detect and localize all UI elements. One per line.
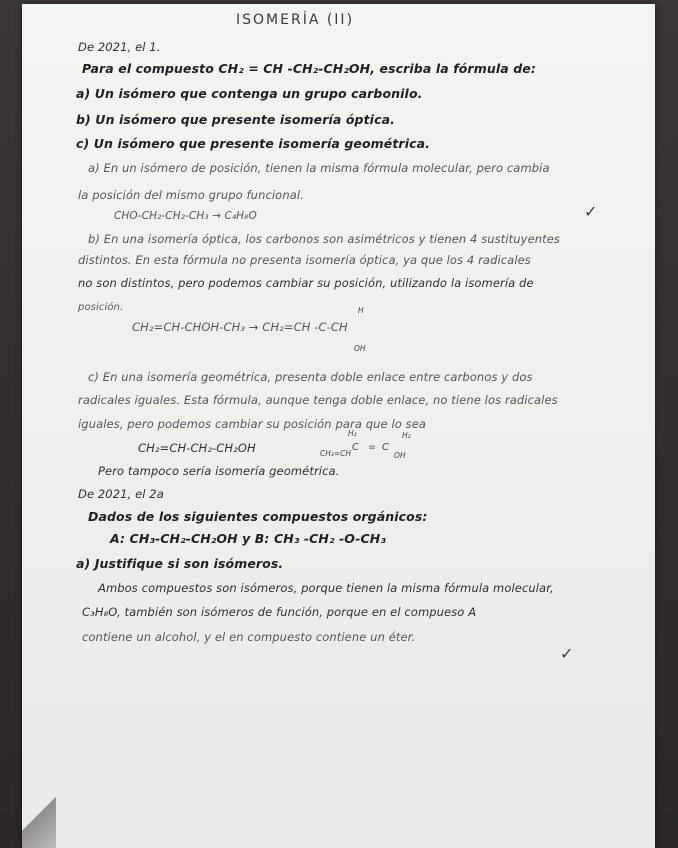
carbonyl-formula: CHO-CH₂-CH₂-CH₃ → C₄H₈O (114, 210, 257, 222)
answer-b-line: distintos. En esta fórmula no presenta isomería óptica, ya que los 4 radicales (78, 253, 531, 267)
geo-left: CH₃=CH (320, 449, 352, 458)
question-b: b) Un isómero que presente isomería óptica. (76, 112, 395, 127)
exercise-header: De 2021, el 2a (78, 487, 164, 501)
answer-a-line: la posición del mismo grupo funcional. (78, 188, 304, 202)
optical-formula: CH₂=CH-CHOH-CH₃ → CH₂=CH -C-CH (132, 320, 348, 334)
page-fold (22, 788, 56, 848)
answer-c-line: radicales iguales. Esta fórmula, aunque tenga doble enlace, no tiene los radicales (78, 393, 558, 407)
geo-c: C (352, 442, 359, 453)
answer-line: C₃H₈O, también son isómeros de función, porque en el compueso A (82, 605, 477, 619)
geo-right-top: H₂ (402, 431, 411, 440)
geo-right-sub: OH (394, 451, 406, 460)
geo-right: C (382, 442, 389, 453)
notebook-page (22, 4, 655, 848)
page-title: ISOMERÍA (II) (236, 12, 355, 28)
answer-c-line: c) En una isomería geométrica, presenta doble enlace entre carbonos y dos (88, 370, 533, 384)
answer-c-line: iguales, pero podemos cambiar su posición para que lo sea (78, 417, 427, 431)
check-mark: ✓ (584, 202, 598, 221)
answer-a-line: a) En un isómero de posición, tienen la misma fórmula molecular, pero cambia (88, 161, 550, 175)
answer-b-line: b) En una isomería óptica, los carbonos son asimétricos y tienen 4 sustituyentes (88, 232, 561, 246)
hydroxyl-mark: OH (354, 344, 366, 353)
answer-line: Ambos compuestos son isómeros, porque tienen la misma fórmula molecular, (98, 581, 554, 595)
check-mark: ✓ (560, 644, 574, 663)
exercise-header: De 2021, el 1. (78, 40, 161, 54)
answer-b-line: posición. (78, 302, 124, 313)
compounds-line: A: CH₃-CH₂-CH₂OH y B: CH₃ -CH₂ -O-CH₃ (110, 531, 386, 546)
geo-left-top: H₂ (348, 429, 357, 438)
answer-b-line: no son distintos, pero podemos cambiar su posición, utilizando la isomería de (78, 276, 534, 290)
question-a: a) Un isómero que contenga un grupo carbonilo. (76, 86, 423, 101)
answer-c-conclusion: Pero tampoco sería isomería geométrica. (98, 464, 340, 478)
statement-line: Dados de los siguientes compuestos orgánicos: (88, 509, 428, 524)
statement-line: Para el compuesto CH₂ = CH -CH₂-CH₂OH, escriba la fórmula de: (82, 61, 536, 76)
hydrogen-mark: H (358, 306, 364, 315)
geometric-formula: CH₂=CH-CH₂-CH₂OH (138, 441, 256, 455)
answer-line: contiene un alcohol, y el en compuesto contiene un éter. (82, 630, 416, 644)
geo-eq: = (368, 442, 376, 453)
question-c: c) Un isómero que presente isomería geométrica. (76, 136, 430, 151)
question-a: a) Justifique si son isómeros. (76, 556, 284, 571)
